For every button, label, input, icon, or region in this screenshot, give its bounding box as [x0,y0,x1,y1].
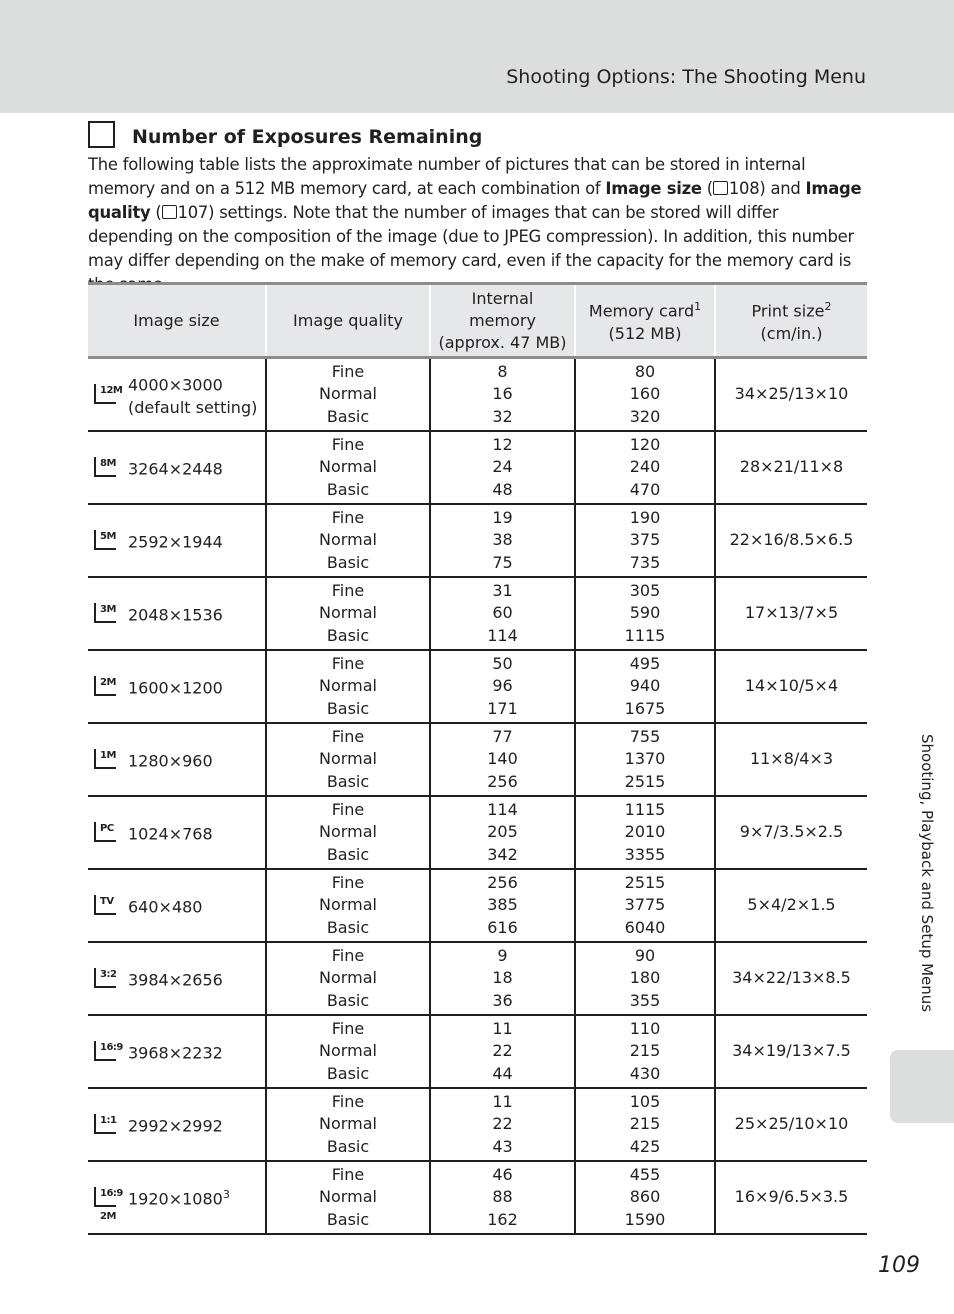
internal-memory-value: 77 [492,726,513,746]
print-size-cell: 17×13/7×5 [715,577,867,650]
internal-memory-cell [430,1088,575,1161]
sidebar-tab [890,1050,954,1123]
quality-label: Basic [326,1063,370,1083]
quality-label: Fine [331,361,365,381]
running-title: Shooting Options: The Shooting Menu [506,66,866,88]
image-size-icon: 16:9 2M [94,1187,116,1207]
print-size-cell: 11×8/4×3 [715,723,867,796]
quality-label: Fine [331,507,365,527]
table-row [88,431,867,504]
internal-memory-value: 31 [492,580,513,600]
memory-card-value: 755 [629,726,661,746]
memory-card-value: 3355 [624,844,666,864]
internal-memory-value: 171 [487,698,518,718]
quality-label: Normal [319,676,377,696]
memory-card-cell [575,431,715,504]
quality-label: Basic [326,479,370,499]
header-band [0,0,954,113]
internal-memory-value: 44 [492,1063,513,1083]
internal-memory-value: 11 [492,1091,513,1111]
table-row [88,796,867,869]
memory-card-value: 90 [634,945,656,965]
col-internal-memory: Internal memory (approx. 47 MB) [430,284,575,358]
book-icon [713,181,728,195]
memory-card-value: 430 [629,1063,661,1083]
memory-card-value: 3775 [624,895,666,915]
memory-card-value: 240 [629,457,661,477]
internal-memory-value: 22 [492,1114,513,1134]
memory-card-cell [575,1088,715,1161]
memory-card-cell [575,577,715,650]
image-size-value: 3968×2232 [128,1043,223,1063]
image-size-icon: 3M [94,603,116,623]
internal-memory-value: 205 [487,822,518,842]
memory-card-value: 215 [629,1114,661,1134]
image-size-icon: 1:1 [94,1114,116,1134]
image-size-value: 4000×3000 [128,375,223,395]
memory-card-value: 305 [629,580,661,600]
quality-label: Normal [319,530,377,550]
internal-memory-value: 50 [492,653,513,673]
internal-memory-value: 24 [492,457,513,477]
note-icon [88,121,115,148]
quality-label: Fine [331,434,365,454]
quality-label: Normal [319,749,377,769]
image-quality-cell [266,1015,430,1088]
quality-label: Normal [319,1041,377,1061]
book-icon [162,205,177,219]
memory-card-value: 2010 [624,822,666,842]
print-size-cell: 14×10/5×4 [715,650,867,723]
quality-label: Basic [326,917,370,937]
memory-card-cell [575,1161,715,1234]
memory-card-value: 105 [629,1091,661,1111]
internal-memory-cell [430,577,575,650]
internal-memory-value: 616 [487,917,518,937]
print-size-cell: 25×25/10×10 [715,1088,867,1161]
image-size-cell [88,869,266,942]
quality-label: Normal [319,457,377,477]
memory-card-value: 190 [629,507,661,527]
sidebar-section-label: Shooting, Playback and Setup Menus [918,734,936,1013]
table-row [88,577,867,650]
memory-card-cell [575,1015,715,1088]
page-number: 109 [878,1253,920,1278]
internal-memory-value: 19 [492,507,513,527]
table-row [88,504,867,577]
internal-memory-value: 12 [492,434,513,454]
quality-label: Normal [319,384,377,404]
memory-card-value: 1370 [624,749,666,769]
internal-memory-value: 162 [487,1209,518,1229]
image-quality-cell [266,942,430,1015]
internal-memory-value: 8 [497,361,508,381]
image-size-icon: 12M [94,384,116,404]
print-size-cell: 34×25/13×10 [715,358,867,432]
memory-card-value: 860 [629,1187,661,1207]
internal-memory-cell [430,869,575,942]
quality-label: Fine [331,1091,365,1111]
internal-memory-value: 385 [487,895,518,915]
quality-label: Normal [319,968,377,988]
image-size-value: 3264×2448 [128,459,223,479]
internal-memory-value: 48 [492,479,513,499]
print-size-cell: 22×16/8.5×6.5 [715,504,867,577]
print-size-cell: 16×9/6.5×3.5 [715,1161,867,1234]
internal-memory-cell [430,942,575,1015]
image-size-icon: 2M [94,676,116,696]
image-size-icon: 5M [94,530,116,550]
quality-label: Basic [326,698,370,718]
memory-card-value: 940 [629,676,661,696]
col-image-quality: Image quality [266,284,430,358]
internal-memory-value: 60 [492,603,513,623]
image-size-cell [88,358,266,432]
internal-memory-value: 9 [497,945,508,965]
internal-memory-value: 43 [492,1136,513,1156]
image-size-note: (default setting) [128,397,258,417]
internal-memory-cell [430,1161,575,1234]
memory-card-value: 120 [629,434,661,454]
table-row [88,1015,867,1088]
image-size-cell [88,1161,266,1234]
section-title: Number of Exposures Remaining [132,126,483,148]
internal-memory-cell [430,650,575,723]
image-size-cell [88,1015,266,1088]
quality-label: Basic [326,625,370,645]
image-quality-cell [266,431,430,504]
internal-memory-cell [430,358,575,432]
image-quality-cell [266,650,430,723]
table-row [88,723,867,796]
memory-card-value: 495 [629,653,661,673]
image-quality-cell [266,1088,430,1161]
internal-memory-value: 46 [492,1164,513,1184]
internal-memory-value: 256 [487,771,518,791]
print-size-cell: 34×22/13×8.5 [715,942,867,1015]
internal-memory-value: 256 [487,872,518,892]
memory-card-cell [575,869,715,942]
image-size-cell [88,1088,266,1161]
image-quality-cell [266,504,430,577]
table-row [88,869,867,942]
image-quality-ref: Image quality [88,179,862,222]
print-size-cell: 28×21/11×8 [715,431,867,504]
footnote-mark: 3 [222,1188,230,1202]
image-size-cell [88,796,266,869]
quality-label: Fine [331,1018,365,1038]
image-size-icon: 1M [94,749,116,769]
memory-card-cell [575,358,715,432]
internal-memory-value: 22 [492,1041,513,1061]
memory-card-value: 425 [629,1136,661,1156]
quality-label: Basic [326,406,370,426]
memory-card-value: 1675 [624,698,666,718]
internal-memory-value: 32 [492,406,513,426]
intro-paragraph: The following table lists the approximate number of pictures that can be stored in internal memory and on a 512 MB memory card, at each combination of Image size ( 108) and Image quality ( 107) settings. Note that the number of images that can be stored will differ depending on the composition of the image (due to JPEG compression). In addition, this number may differ depending on the make of memory card, even if the capacity for the memory card is [88,155,862,270]
image-quality-cell [266,1161,430,1234]
image-quality-cell [266,723,430,796]
image-size-ref: Image size [605,179,702,198]
image-size-value: 1600×1200 [128,678,223,698]
internal-memory-cell [430,723,575,796]
image-size-value: 1280×960 [128,751,213,771]
internal-memory-value: 140 [487,749,518,769]
internal-memory-value: 88 [492,1187,513,1207]
memory-card-value: 1115 [624,625,666,645]
internal-memory-value: 36 [492,990,513,1010]
internal-memory-value: 96 [492,676,513,696]
memory-card-value: 590 [629,603,661,623]
memory-card-value: 1590 [624,1209,666,1229]
table-header-row [88,284,867,358]
memory-card-value: 455 [629,1164,661,1184]
quality-label: Basic [326,990,370,1010]
internal-memory-value: 75 [492,552,513,572]
memory-card-value: 375 [629,530,661,550]
image-size-value: 2992×2992 [128,1116,223,1136]
image-quality-cell [266,869,430,942]
memory-card-cell [575,723,715,796]
internal-memory-value: 16 [492,384,513,404]
col-image-size: Image size [88,284,266,358]
internal-memory-value: 114 [487,625,518,645]
internal-memory-value: 38 [492,530,513,550]
memory-card-value: 735 [629,552,661,572]
col-print-size: Print size$^2$ (cm/in.) [715,284,867,358]
quality-label: Fine [331,1164,365,1184]
quality-label: Basic [326,844,370,864]
exposures-table [88,282,867,1235]
internal-memory-value: 11 [492,1018,513,1038]
memory-card-value: 110 [629,1018,661,1038]
internal-memory-value: 18 [492,968,513,988]
quality-label: Fine [331,872,365,892]
quality-label: Normal [319,1187,377,1207]
image-quality-cell [266,796,430,869]
image-size-icon: 16:9 [94,1041,116,1061]
quality-label: Basic [326,1209,370,1229]
quality-label: Fine [331,580,365,600]
image-size-icon: 8M [94,457,116,477]
image-size-cell [88,431,266,504]
memory-card-value: 355 [629,990,661,1010]
print-size-cell: 34×19/13×7.5 [715,1015,867,1088]
image-size-cell [88,942,266,1015]
image-quality-cell [266,577,430,650]
image-size-value: 2592×1944 [128,532,223,552]
memory-card-value: 180 [629,968,661,988]
internal-memory-cell [430,504,575,577]
memory-card-value: 2515 [624,872,666,892]
memory-card-cell [575,650,715,723]
memory-card-cell [575,796,715,869]
table-row [88,1161,867,1234]
memory-card-value: 160 [629,384,661,404]
table-row [88,1088,867,1161]
print-size-cell: 5×4/2×1.5 [715,869,867,942]
image-size-icon: TV [94,895,116,915]
quality-label: Normal [319,895,377,915]
quality-label: Fine [331,945,365,965]
internal-memory-value: 342 [487,844,518,864]
quality-label: Normal [319,603,377,623]
table-row [88,358,867,432]
image-quality-cell [266,358,430,432]
internal-memory-value: 114 [487,799,518,819]
table-row [88,650,867,723]
memory-card-value: 2515 [624,771,666,791]
image-size-value: 1024×768 [128,824,213,844]
quality-label: Basic [326,1136,370,1156]
image-size-cell [88,577,266,650]
image-size-cell [88,723,266,796]
quality-label: Basic [326,771,370,791]
quality-label: Normal [319,1114,377,1134]
image-size-cell [88,504,266,577]
quality-label: Fine [331,653,365,673]
image-size-value: 2048×1536 [128,605,223,625]
internal-memory-cell [430,1015,575,1088]
memory-card-value: 215 [629,1041,661,1061]
image-size-value: 640×480 [128,897,203,917]
image-size-value: 3984×2656 [128,970,223,990]
col-memory-card: Memory card$^1$ (512 MB) [575,284,715,358]
quality-label: Basic [326,552,370,572]
quality-label: Normal [319,822,377,842]
memory-card-value: 1115 [624,799,666,819]
memory-card-cell [575,504,715,577]
memory-card-value: 6040 [624,917,666,937]
quality-label: Fine [331,799,365,819]
internal-memory-cell [430,431,575,504]
internal-memory-cell [430,796,575,869]
image-size-value: 1920×1080 [128,1189,223,1209]
memory-card-cell [575,942,715,1015]
memory-card-value: 80 [634,361,656,381]
image-size-icon: PC [94,822,116,842]
image-size-cell [88,650,266,723]
image-size-icon: 3:2 [94,968,116,988]
memory-card-value: 470 [629,479,661,499]
print-size-cell: 9×7/3.5×2.5 [715,796,867,869]
table-row [88,942,867,1015]
quality-label: Fine [331,726,365,746]
memory-card-value: 320 [629,406,661,426]
